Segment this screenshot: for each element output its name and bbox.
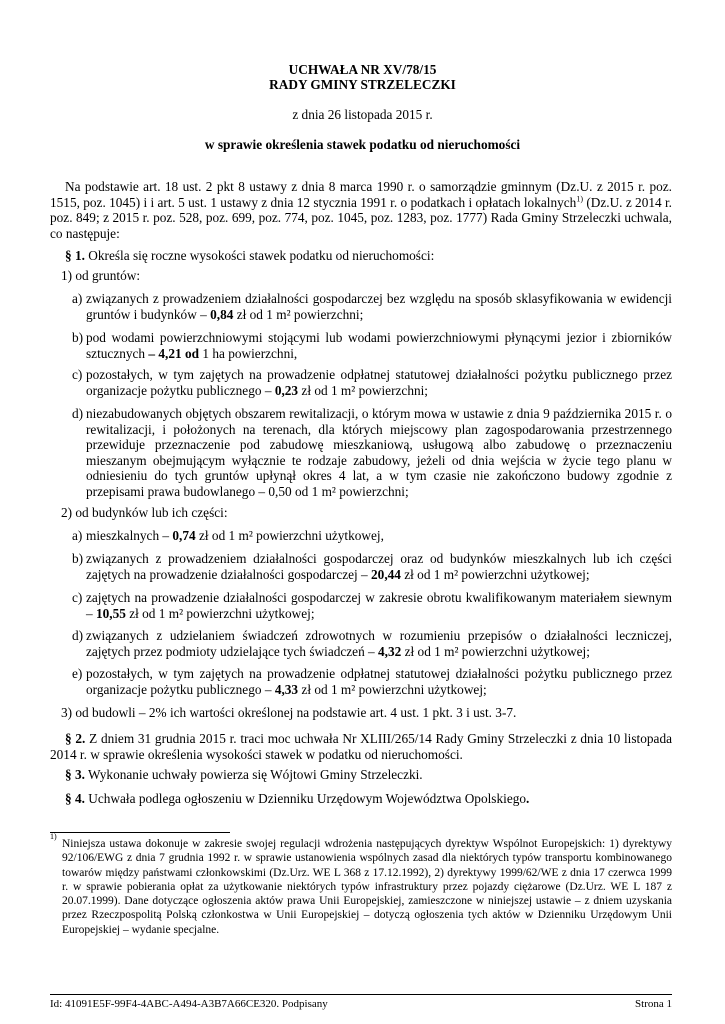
footnote-ref: 1): [576, 194, 583, 204]
council-name: RADY GMINY STRZELECZKI: [269, 77, 456, 92]
section-4-label: § 4.: [65, 791, 85, 806]
item-3: 3) od budowli – 2% ich wartości określonej na podstawie art. 4 ust. 1 pkt. 3 i ust. 3-7.: [61, 705, 517, 720]
section-3-label: § 3.: [65, 767, 85, 782]
legal-basis-paragraph: Na podstawie art. 18 ust. 2 pkt 8 ustawy z dnia 8 marca 1990 r. o samorządzie gminnym (Dz.U. z 2015 r. poz. 1515, poz. 1045) i i art. 5 ust. 1 ustawy z dnia 12 stycznia 1991 r. o podatkach i opłatach lokalnych$^{1)}$ (Dz.U. z 2014 r. poz. 849; z 2015 r. poz. 528, poz. 699, poz. 774, poz. 1045, poz. 1283, poz. 1777) Rada Gminy Strzeleczki uchwala, co następuje:: [50, 179, 672, 241]
item-2a: a) mieszkalnych – 0,74 zł od 1 m² powierzchni użytkowej,: [72, 528, 384, 543]
item-1d: d) niezabudowanych objętych obszarem rewitalizacji, o którym mowa w ustawie z dnia 9 października 2015 r. o rewitalizacji, i położonych na terenach, dla których miejscowy plan zagospodarowania przestrzennego przewiduje przeznaczenie pod zabudowę mieszkaniową, usługową albo zabudowę o przeznaczeniu mieszanym obejmującym wyłącznie te rodzaje zabudowy, jeżeli od dnia wejścia w życie tego planu w odniesieniu do tych gruntów upłynął okres 4 lat, a w tym czasie nie zakończono budowy zgodnie z przepisami prawa budowlanego – 0,50 od 1 m² powierzchni;: [72, 406, 672, 499]
item-1: 1) od gruntów:: [61, 268, 141, 283]
item-2d: d) związanych z udzielaniem świadczeń zdrowotnych w rozumieniu przepisów o działalności leczniczej, zajętych przez podmioty udzielające tych świadczeń – 4,32 zł od 1 m² powierzchni użytkowej;: [72, 628, 672, 659]
footnote-text: Niniejsza ustawa dokonuje w zakresie swojej regulacji wdrożenia następujących dyrektyw Wspólnot Europejskich: 1) dyrektywy 92/106/EWG z dnia 7 grudnia 1992 r. w sprawie ustanowienia wspólnych zasad dla niektórych typów transportu kombinowanego towarów między państwami członkowskimi (Dz.Urz. WE L 368 z 17.12.1992), 2) dyrektywy 1999/62/WE z dnia 17 czerwca 1999 r. w sprawie pobierania opłat za użytkowanie niektórych typów infrastruktury przez pojazdy ciężarowe (Dz.Urz. WE L 187 z 20.07.1999). Dane dotyczące ogłoszenia aktów prawa Unii Europejskiej, zamieszczone w niniejszej ustawie – z dniem uzyskania przez Rzeczpospolitą Polską członkostwa w Unii Europejskiej – dotyczą ogłoszenia tych aktów w Dzienniku Urzędowym Unii Europejskiej – wydanie specjalne.: [62, 838, 672, 936]
item-2b: b) związanych z prowadzeniem działalności gospodarczej oraz od budynków mieszkalnych lub ich części zajętych na prowadzenie działalności gospodarczej – 20,44 zł od 1 m² powierzchni użytkowej;: [72, 551, 672, 582]
resolution-title: UCHWAŁA NR XV/78/15: [288, 62, 437, 77]
section-2: § 2. Z dniem 31 grudnia 2015 r. traci moc uchwała Nr XLIII/265/14 Rady Gminy Strzeleczki z dnia 10 listopada 2014 r. w sprawie określenia wysokości stawek w podatku od nieruchomości.: [50, 731, 672, 762]
item-2c: c) zajętych na prowadzenie działalności gospodarczej w zakresie obrotu kwalifikowanym materiałem siewnym – 10,55 zł od 1 m² powierzchni użytkowej;: [72, 590, 672, 621]
resolution-subject: w sprawie określenia stawek podatku od nieruchomości: [204, 137, 521, 152]
item-2: 2) od budynków lub ich części:: [61, 505, 228, 520]
section-1-label: § 1.: [65, 248, 85, 263]
section-4: § 4. Uchwała podlega ogłoszeniu w Dzienniku Urzędowym Województwa Opolskiego.: [65, 791, 530, 806]
footnote-separator: [50, 832, 230, 833]
item-1c: c) pozostałych, w tym zajętych na prowadzenie odpłatnej statutowej działalności pożytku publicznego przez organizacje pożytku publicznego – 0,23 zł od 1 m² powierzchni;: [72, 367, 672, 398]
section-3: § 3. Wykonanie uchwały powierza się Wójtowi Gminy Strzeleczki.: [65, 767, 423, 782]
item-1b: b) pod wodami powierzchniowymi stojącymi lub wodami powierzchniowymi płynącymi jezior i zbiorników sztucznych – 4,21 od 1 ha powierzchni,: [72, 330, 672, 361]
page-number: Strona 1: [635, 998, 672, 1010]
item-1a: a) związanych z prowadzeniem działalności gospodarczej bez względu na sposób sklasyfikowania w ewidencji gruntów i budynków – 0,84 zł od 1 m² powierzchni;: [72, 291, 672, 322]
item-2e: e) pozostałych, w tym zajętych na prowadzenie odpłatnej statutowej działalności pożytku publicznego przez organizacje pożytku publicznego – 4,33 zł od 1 m² powierzchni użytkowej;: [72, 666, 672, 697]
resolution-date: z dnia 26 listopada 2015 r.: [292, 107, 433, 122]
footer-separator: [50, 994, 672, 995]
section-1: § 1. Określa się roczne wysokości stawek podatku od nieruchomości:: [65, 248, 435, 263]
document-id: Id: 41091E5F-99F4-4ABC-A494-A3B7A66CE320. Podpisany: [50, 998, 328, 1010]
footnote: 1) Niniejsza ustawa dokonuje w zakresie swojej regulacji wdrożenia następujących dyrektyw Wspólnot Europejskich: 1) dyrektywy 92/106/EWG z dnia 7 grudnia 1992 r. w sprawie ustanowienia wspólnych zasad dla niektórych typów transportu kombinowanego towarów między państwami członkowskimi (Dz.Urz. WE L 368 z 17.12.1992), 2) dyrektywy 1999/62/WE z dnia 17 czerwca 1999 r. w sprawie pobierania opłat za użytkowanie niektórych typów infrastruktury przez pojazdy ciężarowe (Dz.Urz. WE L 187 z 20.07.1999). Dane dotyczące ogłoszenia aktów prawa Unii Europejskiej, zamieszczone w niniejszej ustawie – z dniem uzyskania przez Rzeczpospolitą Polską członkostwa w Unii Europejskiej – dotyczą ogłoszenia tych aktów w Dzienniku Urzędowym Unii Europejskiej – wydanie specjalne.: [50, 832, 672, 936]
section-2-label: § 2.: [65, 731, 86, 746]
